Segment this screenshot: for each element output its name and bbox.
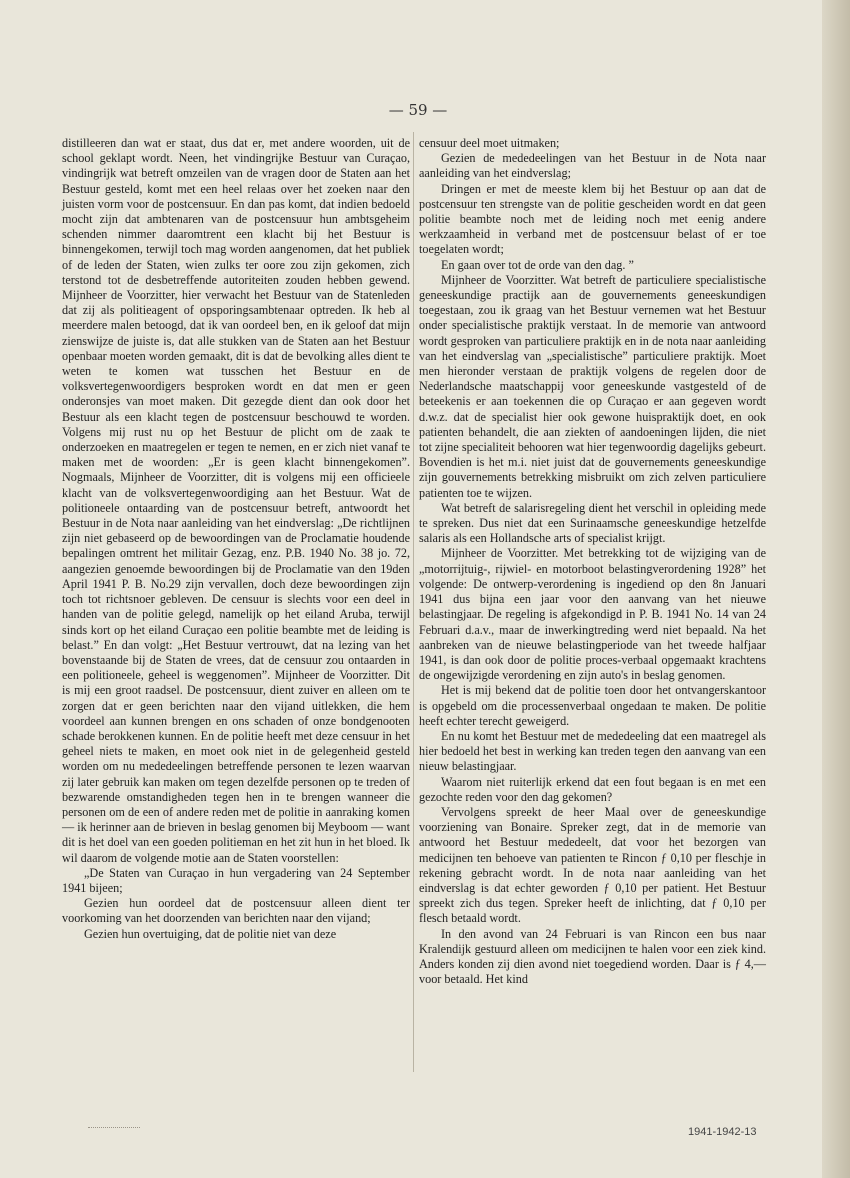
- column-divider: [413, 132, 414, 1072]
- page-number: — 59 —: [388, 101, 448, 119]
- paragraph: Waarom niet ruiterlijk erkend dat een fout begaan is en met een gezochte reden voor den dag gekomen?: [419, 774, 766, 804]
- paragraph: Gezien de mededeelingen van het Bestuur in de Nota naar aanleiding van het eindverslag;: [419, 151, 766, 181]
- paragraph: Wat betreft de salarisregeling dient het verschil in opleiding mede te spreken. Dus niet dat een Surinaamsche geneeskundige hetzelfde salaris als een Hollandsche arts of specialist krijgt.: [419, 500, 766, 546]
- paragraph: Mijnheer de Voorzitter. Met betrekking tot de wijziging van de „motorrijtuig-, rijwiel- en motorboot belastingverordening 1928” het volgende: De ontwerp-verordening is ingediend op den 8n Januari 1941 dus bijna een jaar voor den aanvang van het nieuwe belastingjaar. De regeling is afgekondigd in P. B. 1941 No. 14 van 24 Februari d.a.v., maar de inwerkingtreding werd niet bepaald. Na het aanbreken van de nieuwe belastingperiode van het tweede halfjaar 1941, is dan ook door de politie proces-verbaal opgemaakt krachtens de ongewijzigde verordening en zijn auto's in beslag genomen.: [419, 546, 766, 683]
- paragraph: En gaan over tot de orde van den dag. ”: [441, 257, 634, 272]
- scan-smudge: [88, 1127, 140, 1136]
- paragraph: Het is mij bekend dat de politie toen door het ontvangerskantoor is opgebeld om die processenverbaal ongedaan te maken. De politie heeft echter terecht geweigerd.: [419, 683, 766, 728]
- paragraph: distilleeren dan wat er staat, dus dat er, met andere woorden, uit de school geklapt wordt. Neen, het vindingrijke Bestuur van Curaçao, vindingrijk wat betreft omzeilen van de vragen door de Staten aan het Bestuur gesteld, komt met een heel relaas over het zoeken naar den juisten vorm voor de postcensuur. En dan pas komt, dat indien bedoeld mocht zijn dat ambtenaren van de postcensuur hun ambtsgeheim schenden nimmer daaromtrent een klacht bij het Bestuur is binnengekomen, terwijl toch mag worden aangenomen, dat het publiek of de leden der Staten, wien zulks ter oore zou zijn gekomen, zich terstond tot de desbetreffende autoriteiten zouden hebben gewend. Mijnheer de Voorzitter, hier verwacht het Bestuur van de Statenleden dat zij als politieagent of opsporingsambtenaar optreden. Ik heb al meerdere malen betoogd, dat ik van oordeel ben, en ik geloof dat mijn zienswijze de juiste is, dat alle stukken van de Staten aan het Bestuur openbaar moeten worden gemaakt, dit is dat de bevolking alles dient te weten te komen wat tusschen het Bestuur en de volksvertegenwoordigers besproken wordt en dat men er geen onderonsjes van moet maken. Dit gezegde dient dan ook door het Bestuur als een klacht tegen de postcensuur beschouwd te worden. Volgens mij rust nu op het Bestuur de plicht om de zaak te onderzoeken en maatregelen er tegen te nemen, en er zich niet vanaf te maken met de woorden: „Er is geen klacht binnengekomen”. Nogmaals, Mijnheer de Voorzitter, dit is volgens mij een officieele klacht van de volksvertegenwoordiging aan het Bestuur. Wat de politioneele ontaarding van de postcensuur betreft, antwoordt het Bestuur in de Nota naar aanleiding van het eindverslag: „De richtlijnen zijn niet gebaseerd op de bewoordingen van de Proclamatie houdende bepalingen omtrent het militair Gezag, enz. P.B. 1940 No. 38 jo. 72, aangezien genoemde bewoordingen bij de Proclamatie van den 19den April 1941 P. B. No.29 zijn vervallen, doch deze bewoordingen zijn toch tot richtsnoer gebleven. De censuur is slechts voor een deel in handen van de politie gelegd, namelijk op het eiland Aruba, terwijl sinds kort op het eiland Curaçao een politie beambte met de leiding is belast.” En dan volgt: „Het Bestuur vertrouwt, dat na lezing van het bovenstaande bij de Staten de vrees, dat de censuur zou ontaarden in een politioneele, geheel is weggenomen”. Mijnheer de Voorzitter. Dit is mij een groot raadsel. De postcensuur, dient zuiver en alleen om te zorgen dat er geen berichten naar den vijand uitlekken, die hem voordeel aan kunnen brengen en ons schaden of onze bondgenooten schade berokkenen kunnen. En de politie heeft met deze censuur in het geheel niets te maken, en moet ook niet in de gelegenheid gesteld worden om nu mededeelingen betreffende personen te lezen waarvan zij later gebruik kan maken om tegen dezelfde personen op te treden of bezwarende omstandigheden tegen hen in te brengen wanneer die personen om de een of andere reden met de politie in aanraking komen — ik herinner aan de brieven in beslag genomen bij Meyboom — want dit is het doel van een goeden politieman en het zit hun in het bloed. Ik wil daarom de volgende motie aan de Staten voorstellen:: [62, 136, 410, 865]
- paragraph: Gezien hun oordeel dat de postcensuur alleen dient ter voorkoming van het doorzenden van berichten naar den vijand;: [62, 896, 410, 926]
- left-column: [62, 136, 410, 942]
- page-edge: [822, 0, 850, 1178]
- paragraph: Gezien hun overtuiging, dat de politie niet van deze: [84, 926, 337, 941]
- paragraph: censuur deel moet uitmaken;: [419, 136, 560, 150]
- paragraph: Dringen er met de meeste klem bij het Bestuur op aan dat de postcensuur ten strengste van de politie gescheiden wordt en dat geen politie beambte noch met de leiding noch met eenig andere werkzaamheid in verband met de postcensuur belast of er toe toegelaten wordt;: [419, 181, 766, 257]
- footer-code: 1941-1942-13: [688, 1126, 757, 1138]
- paragraph: En nu komt het Bestuur met de mededeeling dat een maatregel als hier bedoeld het best in werking kan treden tegen den aanvang van een nieuw belastingjaar.: [419, 728, 766, 774]
- paragraph: Vervolgens spreekt de heer Maal over de geneeskundige voorziening van Bonaire. Spreker zegt, dat in de memorie van antwoord het Bestuur mededeelt, dat voor het bezorgen van medicijnen ten behoeve van patienten te Rincon ƒ 0,10 per fleschje in rekening gebracht wordt. In de nota naar aanleiding van het eindverslag is dat echter geworden ƒ 0,10 per patient. Het Bestuur spreekt zich dus tegen. Spreker heeft de inlichting, dat ƒ 0,10 per flesch betaald wordt.: [419, 804, 766, 926]
- right-column: [419, 136, 766, 987]
- paragraph: Mijnheer de Voorzitter. Wat betreft de particuliere specialistische geneeskundige practijk aan de gouvernements geneeskundigen toegestaan, zou ik graag van het Bestuur vernemen wat het Bestuur onder specialistische praktijk verstaat. In de memorie van antwoord wordt gesproken van particuliere praktijk en in de nota naar aanleiding van het eindverslag van „specialistische” particuliere praktijk. Moet men hieronder verstaan de praktijk volgens de regelen door de Nederlandsche maatschappij voor geneeskunde vastgesteld of de beteekenis er aan toekennen die op Curaçao er aan gegeven wordt d.w.z. dat de specialist hier ook gewone huispraktijk doet, en ook patienten behandelt, die aan ziekten of aandoeningen lijden, die niet tot zijne specialiteit behooren wat hier tegenwoordig dagelijks gebeurt. Bovendien is het m.i. niet juist dat de gouvernements geneeskundige zijn gouvernements betrekking misbruikt om zich zelven particuliere patienten toe te wijzen.: [419, 272, 766, 500]
- paragraph: In den avond van 24 Februari is van Rincon een bus naar Kralendijk gestuurd alleen om medicijnen te halen voor een ziek kind. Anders konden zij dien avond niet toegediend worden. Daar is ƒ 4,— voor betaald. Het kind: [419, 926, 766, 987]
- paragraph: „De Staten van Curaçao in hun vergadering van 24 September 1941 bijeen;: [62, 865, 410, 895]
